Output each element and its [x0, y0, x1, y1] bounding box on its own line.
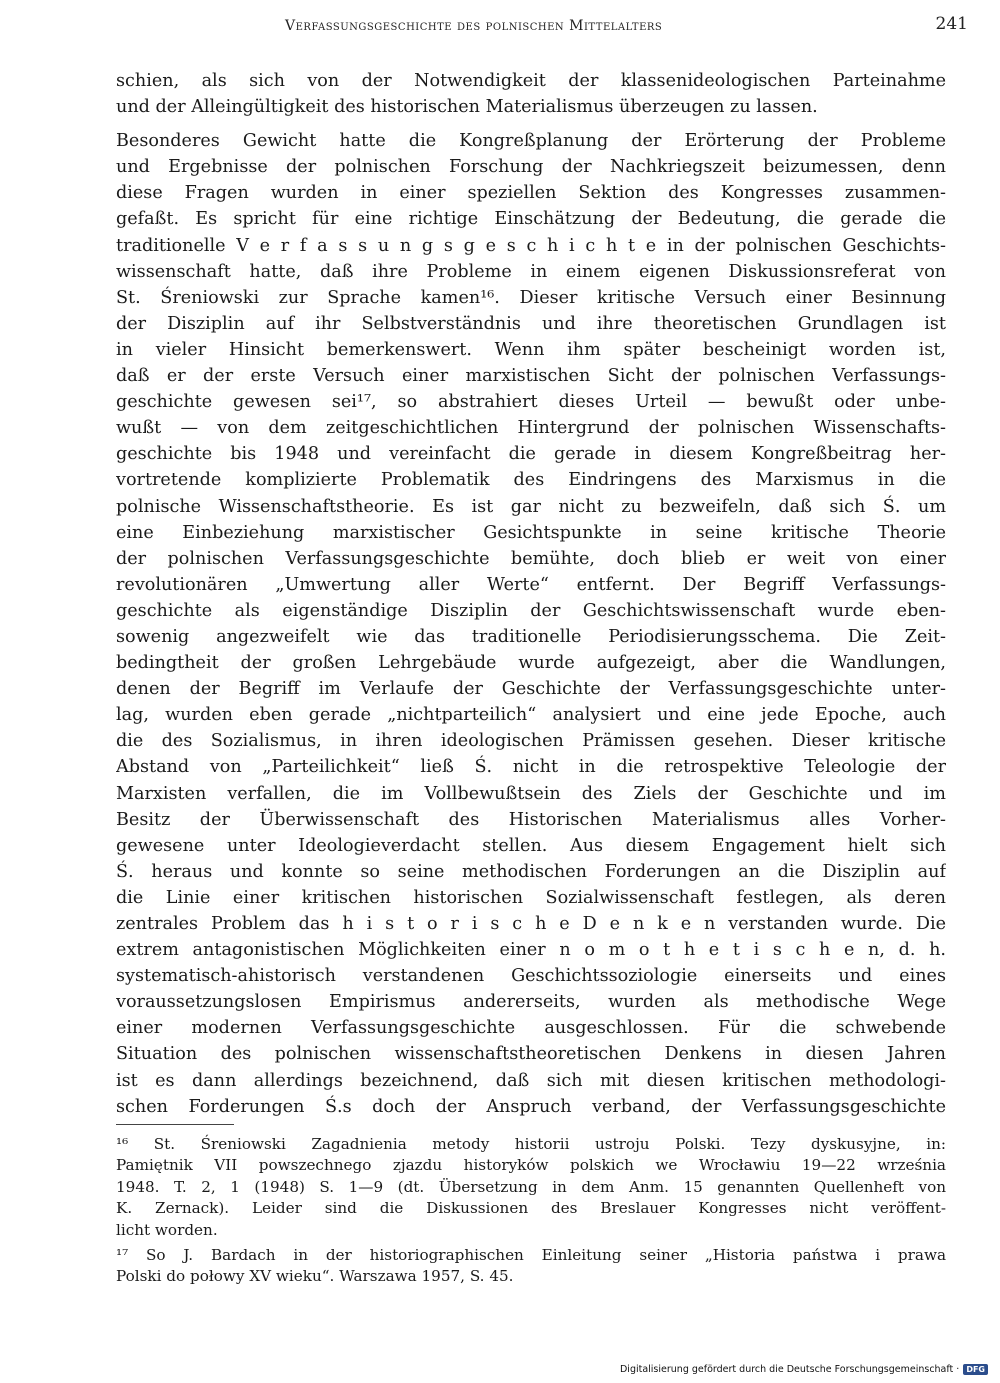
credit-text: Digitalisierung gefördert durch die Deutsche Forschungsgemeinschaft · — [619, 1364, 960, 1375]
text-line: Ś. heraus und konnte so seine methodischen Forderungen an die Disziplin auf — [116, 861, 946, 882]
footnote-line: ¹⁷ So J. Bardach in der historiographischen Einleitung seiner „Historia państwa i prawa — [116, 1245, 946, 1264]
text-line: der polnischen Verfassungsgeschichte bemühte, doch blieb er weit von einer — [116, 548, 946, 569]
text-line: schen Forderungen Ś.s doch der Anspruch verband, der Verfassungsgeschichte — [116, 1096, 946, 1117]
text-line: gewesene unter Ideologieverdacht stellen. Aus diesem Engagement hielt sich — [116, 835, 946, 856]
text-line: wußt — von dem zeitgeschichtlichen Hintergrund der polnischen Wissenschafts- — [116, 418, 946, 439]
text-line: denen der Begriff im Verlaufe der Geschichte der Verfassungsgeschichte unter- — [116, 679, 946, 700]
text-line: sowenig angezweifelt wie das traditionelle Periodisierungsschema. Die Zeit- — [116, 626, 946, 647]
text-line: ist es dann allerdings bezeichnend, daß sich mit diesen kritischen methodologi- — [116, 1070, 946, 1091]
text-line: daß er der erste Versuch einer marxistischen Sicht der polnischen Verfassungs- — [116, 366, 946, 387]
text-line: systematisch-ahistorisch verstandenen Geschichtssoziologie einerseits und eines — [116, 966, 946, 987]
text-line: geschichte bis 1948 und vereinfacht die gerade in diesem Kongreßbeitrag her- — [116, 444, 946, 465]
text-line: voraussetzungslosen Empirismus andererseits, wurden als methodische Wege — [116, 992, 946, 1013]
footnote-line: Pamiętnik VII powszechnego zjazdu historyków polskich we Wrocławiu 19—22 września — [116, 1156, 946, 1175]
footnotes — [116, 1134, 946, 1288]
text-line: Abstand von „Parteilichkeit“ ließ Ś. nicht in die retrospektive Teleologie der — [116, 757, 946, 778]
footnote-line: K. Zernack). Leider sind die Diskussionen des Breslauer Kongresses nicht veröffent- — [116, 1199, 946, 1218]
text-line: in vieler Hinsicht bemerkenswert. Wenn ihm später bescheinigt worden ist, — [116, 339, 946, 360]
running-head-title: Verfassungsgeschichte des polnischen Mittelalters — [285, 18, 663, 34]
text-line: Besonderes Gewicht hatte die Kongreßplanung der Erörterung der Probleme — [116, 131, 946, 152]
page-number: 241 — [935, 14, 968, 34]
footnote-line: ¹⁶ St. Śreniowski Zagadnienia metody historii ustroju Polski. Tezy dyskusyjne, in: — [116, 1135, 946, 1153]
text-line: geschichte als eigenständige Disziplin der Geschichtswissenschaft wurde eben- — [116, 600, 946, 621]
footnote-line: 1948. T. 2, 1 (1948) S. 1—9 (dt. Übersetzung in dem Anm. 15 genannten Quellenheft von — [116, 1177, 946, 1196]
text-line: Besitz der Überwissenschaft des Historischen Materialismus alles Vorher- — [116, 809, 946, 830]
footnote-line: licht worden. — [116, 1220, 218, 1239]
text-line: lag, wurden eben gerade „nichtparteilich“ analysiert und eine jede Epoche, auch — [116, 705, 946, 726]
text-line: Marxisten verfallen, die im Vollbewußtsein des Ziels der Geschichte und im — [116, 783, 946, 804]
text-line: eine Einbeziehung marxistischer Gesichtspunkte in seine kritische Theorie — [116, 522, 946, 543]
text-line: der Disziplin auf ihr Selbstverständnis und ihre theoretischen Grundlagen ist — [116, 313, 946, 334]
text-line: traditionelle V e r f a s s u n g s g e s c h i c h t e in der polnischen Geschichts- — [116, 235, 946, 256]
text-line: bedingtheit der großen Lehrgebäude wurde aufgezeigt, aber die Wandlungen, — [116, 653, 946, 674]
text-line: gefaßt. Es spricht für eine richtige Einschätzung der Bedeutung, die gerade die — [116, 209, 946, 230]
text-line: zentrales Problem das h i s t o r i s c h e D e n k e n verstanden wurde. Die — [116, 914, 946, 934]
footnote-line: Polski do połowy XV wieku“. Warszawa 1957, S. 45. — [116, 1267, 514, 1286]
main-text — [116, 68, 946, 1120]
text-line: einer modernen Verfassungsgeschichte ausgeschlossen. Für die schwebende — [116, 1018, 946, 1039]
text-line: vortretende komplizierte Problematik des Eindringens des Marxismus in die — [116, 470, 946, 491]
text-line: extrem antagonistischen Möglichkeiten einer n o m o t h e t i s c h e n, d. h. — [116, 940, 946, 961]
text-line: geschichte gewesen sei¹⁷, so abstrahiert dieses Urteil — bewußt oder unbe- — [116, 392, 946, 413]
text-line: Situation des polnischen wissenschaftstheoretischen Denkens in diesen Jahren — [116, 1044, 946, 1065]
text-line: und der Alleingültigkeit des historischen Materialismus überzeugen zu lassen. — [116, 97, 818, 118]
footnote-divider — [116, 1124, 234, 1125]
text-line: die Linie einer kritischen historischen Sozialwissenschaft festlegen, als deren — [116, 887, 946, 908]
digitization-credit — [620, 1364, 988, 1375]
dfg-logo-icon: DFG — [963, 1364, 988, 1375]
text-line: revolutionären „Umwertung aller Werte“ entfernt. Der Begriff Verfassungs- — [116, 574, 946, 595]
text-line: diese Fragen wurden in einer speziellen Sektion des Kongresses zusammen- — [116, 183, 946, 204]
text-line: schien, als sich von der Notwendigkeit der klassenideologischen Parteinahme — [116, 71, 946, 91]
text-line: polnische Wissenschaftstheorie. Es ist gar nicht zu bezweifeln, daß sich Ś. um — [116, 496, 946, 517]
text-line: wissenschaft hatte, daß ihre Probleme in einem eigenen Diskussionsreferat von — [116, 261, 946, 282]
text-line: die des Sozialismus, in ihren ideologischen Prämissen gesehen. Dieser kritische — [116, 731, 946, 752]
text-line: und Ergebnisse der polnischen Forschung der Nachkriegszeit beizumessen, denn — [116, 157, 946, 178]
text-line: St. Śreniowski zur Sprache kamen¹⁶. Dieser kritische Versuch einer Besinnung — [116, 287, 946, 308]
